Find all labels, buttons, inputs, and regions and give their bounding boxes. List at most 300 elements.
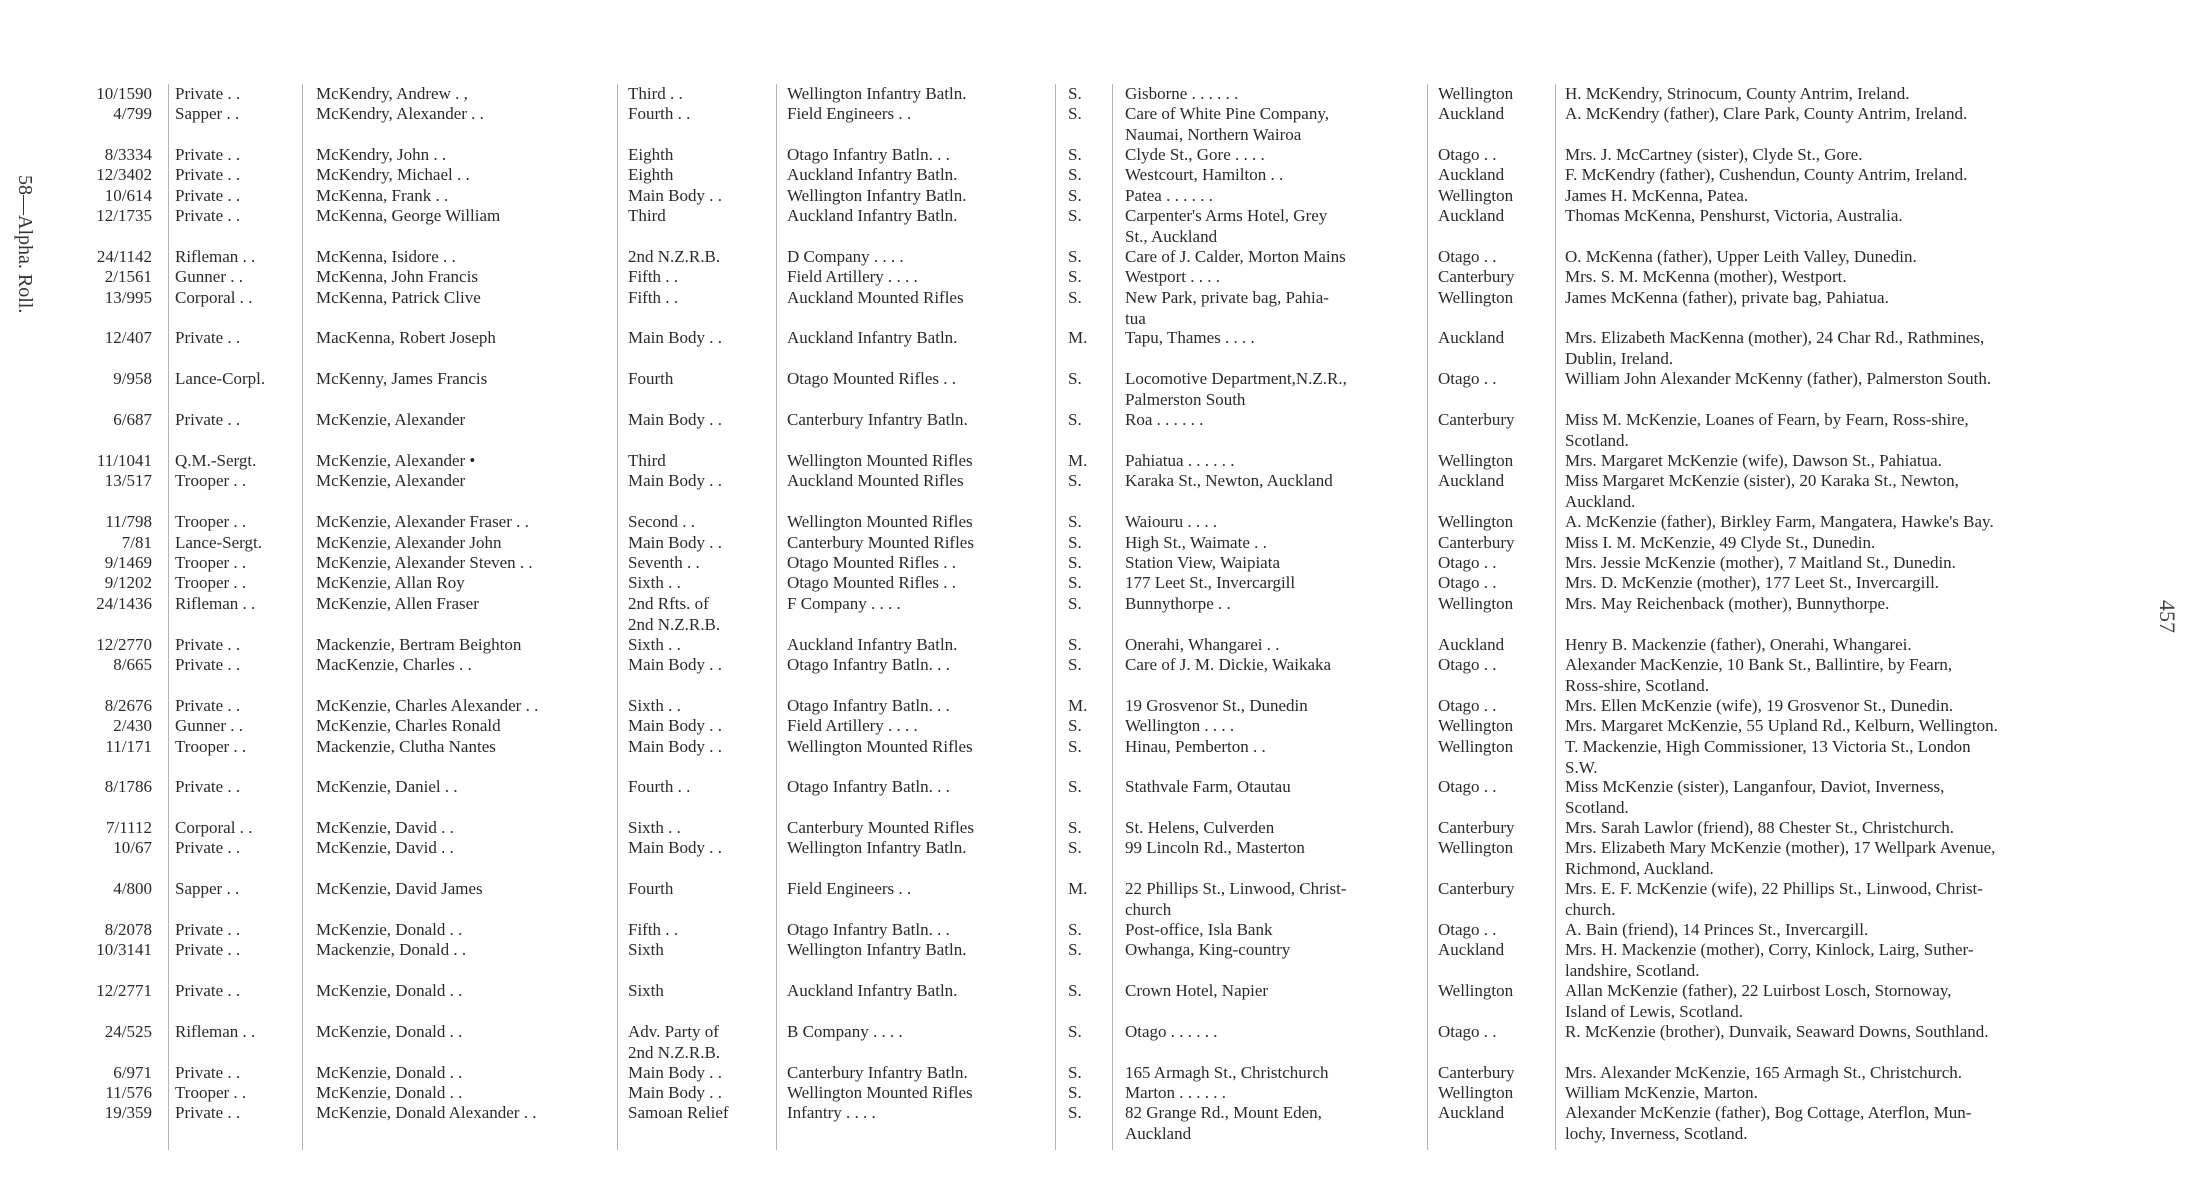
entry-continuation-line <box>0 1043 2205 1064</box>
roll-entry <box>0 533 2205 554</box>
last-address: church <box>1125 899 1172 919</box>
rank: Private . . <box>175 165 241 184</box>
next-of-kin: Henry B. Mackenzie (father), Onerahi, Whangarei. <box>1565 635 1912 654</box>
marital-status: S. <box>1068 1083 1082 1102</box>
soldier-name: McKenzie, Alexander Steven . . <box>316 553 533 572</box>
roll-entry <box>0 777 2205 818</box>
entry-continuation-line <box>0 859 2205 880</box>
district: Canterbury <box>1438 818 1515 837</box>
roll-entry <box>0 84 2205 105</box>
unit: Canterbury Infantry Batln. <box>787 410 968 429</box>
next-of-kin: Mrs. Elizabeth MacKenna (mother), 24 Char Rd., Rathmines, <box>1565 328 1985 347</box>
district: Auckland <box>1438 940 1505 959</box>
next-of-kin: Scotland. <box>1565 797 1629 817</box>
last-address: tua <box>1125 308 1146 328</box>
draft: Sixth <box>628 981 664 1000</box>
next-of-kin: Thomas McKenna, Penshurst, Victoria, Australia. <box>1565 206 1903 225</box>
next-of-kin: Island of Lewis, Scotland. <box>1565 1001 1743 1021</box>
draft: Sixth . . <box>628 818 681 837</box>
entry-continuation-line <box>0 758 2205 779</box>
regimental-number: 8/3334 <box>104 145 152 164</box>
last-address: Westport . . . . <box>1125 267 1220 286</box>
next-of-kin: Miss McKenzie (sister), Langanfour, Daviot, Inverness, <box>1565 777 1945 796</box>
rank: Trooper . . <box>175 553 247 572</box>
next-of-kin: Mrs. May Reichenback (mother), Bunnythorpe. <box>1565 594 1890 613</box>
soldier-name: McKenzie, Donald . . <box>316 920 463 939</box>
marital-status: S. <box>1068 533 1082 552</box>
next-of-kin: T. Mackenzie, High Commissioner, 13 Victoria St., London <box>1565 737 1971 756</box>
regimental-number: 11/1041 <box>96 451 152 470</box>
regimental-number: 8/1786 <box>104 777 152 796</box>
marital-status: S. <box>1068 594 1082 613</box>
next-of-kin: Mrs. S. M. McKenna (mother), Westport. <box>1565 267 1847 286</box>
district: Auckland <box>1438 206 1505 225</box>
regimental-number: 7/1112 <box>106 818 152 837</box>
roll-entry <box>0 451 2205 472</box>
district: Otago . . <box>1438 777 1497 796</box>
unit: Auckland Infantry Batln. <box>787 206 958 225</box>
unit: Auckland Mounted Rifles <box>787 471 964 490</box>
entry-line <box>0 328 2205 349</box>
regimental-number: 4/800 <box>113 879 152 898</box>
next-of-kin: F. McKendry (father), Cushendun, County Antrim, Ireland. <box>1565 165 1968 184</box>
regimental-number: 24/1436 <box>96 594 152 613</box>
district: Canterbury <box>1438 1063 1515 1082</box>
draft: Main Body . . <box>628 716 722 735</box>
rank: Trooper . . <box>175 737 247 756</box>
entry-line <box>0 1103 2205 1124</box>
roll-entry <box>0 838 2205 879</box>
marital-status: S. <box>1068 940 1082 959</box>
regimental-number: 10/3141 <box>96 940 152 959</box>
entry-line <box>0 186 2205 207</box>
entry-line <box>0 981 2205 1002</box>
draft: Eighth <box>628 165 674 184</box>
rank: Private . . <box>175 145 241 164</box>
last-address: Marton . . . . . . <box>1125 1083 1227 1102</box>
regimental-number: 19/359 <box>104 1103 152 1122</box>
next-of-kin: James H. McKenna, Patea. <box>1565 186 1749 205</box>
soldier-name: McKenzie, Donald . . <box>316 1022 463 1041</box>
draft: 2nd N.Z.R.B. <box>628 247 721 266</box>
soldier-name: McKenny, James Francis <box>316 369 488 388</box>
soldier-name: McKendry, Andrew . , <box>316 84 468 103</box>
marital-status: S. <box>1068 838 1082 857</box>
roll-entry <box>0 716 2205 737</box>
entry-line <box>0 410 2205 431</box>
soldier-name: McKenzie, Alexander <box>316 410 466 429</box>
entry-line <box>0 1063 2205 1084</box>
draft: Main Body . . <box>628 533 722 552</box>
rank: Private . . <box>175 696 241 715</box>
draft: Third <box>628 206 666 225</box>
district: Wellington <box>1438 716 1514 735</box>
district: Wellington <box>1438 512 1514 531</box>
next-of-kin: H. McKendry, Strinocum, County Antrim, Ireland. <box>1565 84 1910 103</box>
last-address: 22 Phillips St., Linwood, Christ- <box>1125 879 1347 898</box>
unit: Canterbury Infantry Batln. <box>787 1063 968 1082</box>
next-of-kin: R. McKenzie (brother), Dunvaik, Seaward Downs, Southland. <box>1565 1022 1989 1041</box>
roll-entry <box>0 981 2205 1022</box>
district: Auckland <box>1438 471 1505 490</box>
last-address: High St., Waimate . . <box>1125 533 1267 552</box>
marital-status: S. <box>1068 553 1082 572</box>
next-of-kin: Mrs. E. F. McKenzie (wife), 22 Phillips St., Linwood, Christ- <box>1565 879 1983 898</box>
draft: Main Body . . <box>628 328 722 347</box>
next-of-kin: Dublin, Ireland. <box>1565 348 1674 368</box>
soldier-name: McKendry, Alexander . . <box>316 104 484 123</box>
roll-entry <box>0 635 2205 656</box>
marital-status: S. <box>1068 1103 1082 1122</box>
roll-entry <box>0 186 2205 207</box>
last-address: Locomotive Department,N.Z.R., <box>1125 369 1347 388</box>
unit: Otago Mounted Rifles . . <box>787 369 957 388</box>
entry-line <box>0 512 2205 533</box>
page-number: 457 <box>2155 600 2180 633</box>
entry-line <box>0 267 2205 288</box>
rank: Private . . <box>175 920 241 939</box>
regimental-number: 9/958 <box>113 369 152 388</box>
soldier-name: McKenzie, Charles Ronald <box>316 716 501 735</box>
entry-line <box>0 879 2205 900</box>
entry-line <box>0 940 2205 961</box>
rank: Gunner . . <box>175 716 243 735</box>
last-address: Clyde St., Gore . . . . <box>1125 145 1265 164</box>
entry-line <box>0 451 2205 472</box>
soldier-name: McKenzie, Donald . . <box>316 981 463 1000</box>
marital-status: S. <box>1068 818 1082 837</box>
soldier-name: McKendry, Michael . . <box>316 165 470 184</box>
last-address: Owhanga, King-country <box>1125 940 1291 959</box>
marital-status: S. <box>1068 145 1082 164</box>
draft: Main Body . . <box>628 737 722 756</box>
marital-status: S. <box>1068 920 1082 939</box>
soldier-name: McKenna, Patrick Clive <box>316 288 481 307</box>
regimental-number: 6/687 <box>113 410 152 429</box>
entry-continuation-line <box>0 798 2205 819</box>
last-address: Care of J. Calder, Morton Mains <box>1125 247 1346 266</box>
last-address: Tapu, Thames . . . . <box>1125 328 1255 347</box>
soldier-name: McKenzie, Donald . . <box>316 1083 463 1102</box>
draft: Fourth . . <box>628 777 691 796</box>
regimental-number: 9/1469 <box>104 553 152 572</box>
unit: Auckland Mounted Rifles <box>787 288 964 307</box>
last-address: 165 Armagh St., Christchurch <box>1125 1063 1329 1082</box>
marital-status: M. <box>1068 328 1088 347</box>
draft: Third <box>628 451 666 470</box>
district: Canterbury <box>1438 267 1515 286</box>
soldier-name: McKenna, John Francis <box>316 267 478 286</box>
unit: Canterbury Mounted Rifles <box>787 533 974 552</box>
district: Wellington <box>1438 1083 1514 1102</box>
soldier-name: Mackenzie, Clutha Nantes <box>316 737 496 756</box>
regimental-number: 4/799 <box>113 104 152 123</box>
marital-status: S. <box>1068 471 1082 490</box>
marital-status: S. <box>1068 777 1082 796</box>
unit: Auckland Infantry Batln. <box>787 165 958 184</box>
soldier-name: MacKenzie, Charles . . <box>316 655 472 674</box>
rank: Q.M.-Sergt. <box>175 451 257 470</box>
entry-continuation-line <box>0 390 2205 411</box>
draft: Fifth . . <box>628 288 679 307</box>
regimental-number: 10/1590 <box>96 84 152 103</box>
entry-continuation-line <box>0 961 2205 982</box>
unit: Otago Infantry Batln. . . <box>787 777 950 796</box>
last-address: Roa . . . . . . <box>1125 410 1204 429</box>
draft: Main Body . . <box>628 655 722 674</box>
draft: Fourth . . <box>628 104 691 123</box>
entry-line <box>0 655 2205 676</box>
entry-continuation-line <box>0 431 2205 452</box>
draft: Eighth <box>628 145 674 164</box>
last-address: Care of J. M. Dickie, Waikaka <box>1125 655 1332 674</box>
draft: Fifth . . <box>628 920 679 939</box>
district: Auckland <box>1438 328 1505 347</box>
entry-line <box>0 288 2205 309</box>
unit: B Company . . . . <box>787 1022 903 1041</box>
marital-status: S. <box>1068 512 1082 531</box>
roll-entry <box>0 328 2205 369</box>
marital-status: S. <box>1068 737 1082 756</box>
last-address: Gisborne . . . . . . <box>1125 84 1239 103</box>
marital-status: M. <box>1068 451 1088 470</box>
roll-entry <box>0 1103 2205 1144</box>
roll-entry <box>0 288 2205 329</box>
entry-line <box>0 553 2205 574</box>
roll-entry <box>0 737 2205 778</box>
regimental-number: 12/2770 <box>96 635 152 654</box>
next-of-kin: William John Alexander McKenny (father), Palmerston South. <box>1565 369 1992 388</box>
draft: Main Body . . <box>628 186 722 205</box>
next-of-kin: Miss M. McKenzie, Loanes of Fearn, by Fearn, Ross-shire, <box>1565 410 1969 429</box>
regimental-number: 24/1142 <box>96 247 152 266</box>
draft: Second . . <box>628 512 696 531</box>
unit: Wellington Infantry Batln. <box>787 940 967 959</box>
marital-status: S. <box>1068 410 1082 429</box>
marital-status: S. <box>1068 655 1082 674</box>
soldier-name: McKenzie, Alexander • <box>316 451 476 470</box>
draft: Sixth . . <box>628 696 681 715</box>
regimental-number: 8/665 <box>113 655 152 674</box>
last-address: Care of White Pine Company, <box>1125 104 1329 123</box>
rank: Private . . <box>175 206 241 225</box>
next-of-kin: lochy, Inverness, Scotland. <box>1565 1123 1748 1143</box>
next-of-kin: Mrs. H. Mackenzie (mother), Corry, Kinlock, Lairg, Suther- <box>1565 940 1974 959</box>
next-of-kin: Ross-shire, Scotland. <box>1565 675 1710 695</box>
next-of-kin: Mrs. D. McKenzie (mother), 177 Leet St., Invercargill. <box>1565 573 1940 592</box>
unit: Infantry . . . . <box>787 1103 876 1122</box>
next-of-kin: Mrs. Jessie McKenzie (mother), 7 Maitland St., Dunedin. <box>1565 553 1956 572</box>
unit: Wellington Mounted Rifles <box>787 451 973 470</box>
district: Otago . . <box>1438 145 1497 164</box>
district: Otago . . <box>1438 920 1497 939</box>
entry-line <box>0 635 2205 656</box>
district: Otago . . <box>1438 573 1497 592</box>
soldier-name: McKenzie, Allan Roy <box>316 573 465 592</box>
draft: Fourth <box>628 369 674 388</box>
regimental-number: 10/614 <box>104 186 152 205</box>
district: Auckland <box>1438 165 1505 184</box>
regimental-number: 13/517 <box>104 471 152 490</box>
roll-entry <box>0 1083 2205 1104</box>
rank: Rifleman . . <box>175 1022 256 1041</box>
rank: Sapper . . <box>175 104 240 123</box>
next-of-kin: A. McKendry (father), Clare Park, County Antrim, Ireland. <box>1565 104 1968 123</box>
next-of-kin: A. Bain (friend), 14 Princes St., Invercargill. <box>1565 920 1869 939</box>
rank: Private . . <box>175 635 241 654</box>
entry-continuation-line <box>0 125 2205 146</box>
marital-status: S. <box>1068 288 1082 307</box>
next-of-kin: Richmond, Auckland. <box>1565 858 1714 878</box>
district: Wellington <box>1438 594 1514 613</box>
soldier-name: McKenna, George William <box>316 206 501 225</box>
draft: 2nd N.Z.R.B. <box>628 1042 721 1062</box>
entry-line <box>0 818 2205 839</box>
draft: Sixth . . <box>628 573 681 592</box>
entry-continuation-line <box>0 492 2205 513</box>
next-of-kin: Miss Margaret McKenzie (sister), 20 Karaka St., Newton, <box>1565 471 1959 490</box>
unit: Wellington Infantry Batln. <box>787 186 967 205</box>
unit: Wellington Mounted Rifles <box>787 737 973 756</box>
soldier-name: McKenzie, David James <box>316 879 483 898</box>
marital-status: S. <box>1068 369 1082 388</box>
rank: Rifleman . . <box>175 594 256 613</box>
next-of-kin: Scotland. <box>1565 430 1629 450</box>
rank: Private . . <box>175 1063 241 1082</box>
roll-entry <box>0 267 2205 288</box>
last-address: Hinau, Pemberton . . <box>1125 737 1266 756</box>
roll-entry <box>0 471 2205 512</box>
rank: Private . . <box>175 838 241 857</box>
soldier-name: McKenzie, Daniel . . <box>316 777 458 796</box>
roll-entry <box>0 206 2205 247</box>
draft: 2nd Rfts. of <box>628 594 709 613</box>
entry-line <box>0 533 2205 554</box>
regimental-number: 24/525 <box>104 1022 152 1041</box>
unit: Wellington Infantry Batln. <box>787 84 967 103</box>
entry-line <box>0 737 2205 758</box>
district: Canterbury <box>1438 879 1515 898</box>
unit: Field Artillery . . . . <box>787 267 918 286</box>
marital-status: S. <box>1068 573 1082 592</box>
side-running-head: 58—Alpha. Roll. <box>14 175 36 314</box>
regimental-number: 11/798 <box>105 512 152 531</box>
roll-entry <box>0 1063 2205 1084</box>
last-address: 177 Leet St., Invercargill <box>1125 573 1296 592</box>
entry-continuation-line <box>0 1124 2205 1145</box>
draft: Samoan Relief <box>628 1103 729 1122</box>
district: Otago . . <box>1438 369 1497 388</box>
roll-entry <box>0 573 2205 594</box>
district: Otago . . <box>1438 553 1497 572</box>
unit: Wellington Infantry Batln. <box>787 838 967 857</box>
unit: Otago Infantry Batln. . . <box>787 145 950 164</box>
entry-line <box>0 104 2205 125</box>
roll-entry <box>0 247 2205 268</box>
unit: Auckland Infantry Batln. <box>787 981 958 1000</box>
district: Wellington <box>1438 288 1514 307</box>
regimental-number: 6/971 <box>113 1063 152 1082</box>
last-address: Station View, Waipiata <box>1125 553 1280 572</box>
regimental-number: 12/2771 <box>96 981 152 1000</box>
unit: Otago Mounted Rifles . . <box>787 553 957 572</box>
rank: Private . . <box>175 777 241 796</box>
draft: Adv. Party of <box>628 1022 719 1041</box>
roll-entry <box>0 369 2205 410</box>
roll-entry <box>0 594 2205 635</box>
unit: F Company . . . . <box>787 594 901 613</box>
marital-status: S. <box>1068 1022 1082 1041</box>
rank: Private . . <box>175 940 241 959</box>
entry-continuation-line <box>0 1002 2205 1023</box>
last-address: Bunnythorpe . . <box>1125 594 1231 613</box>
district: Auckland <box>1438 635 1505 654</box>
soldier-name: McKenzie, Alexander <box>316 471 466 490</box>
district: Otago . . <box>1438 247 1497 266</box>
marital-status: S. <box>1068 635 1082 654</box>
entry-line <box>0 594 2205 615</box>
entry-continuation-line <box>0 309 2205 330</box>
regimental-number: 8/2676 <box>104 696 152 715</box>
marital-status: S. <box>1068 186 1082 205</box>
district: Auckland <box>1438 104 1505 123</box>
next-of-kin: Mrs. Ellen McKenzie (wife), 19 Grosvenor St., Dunedin. <box>1565 696 1954 715</box>
soldier-name: McKenna, Frank . . <box>316 186 449 205</box>
rank: Trooper . . <box>175 573 247 592</box>
entry-continuation-line <box>0 227 2205 248</box>
unit: Otago Infantry Batln. . . <box>787 920 950 939</box>
entry-continuation-line <box>0 615 2205 636</box>
district: Wellington <box>1438 838 1514 857</box>
unit: Wellington Mounted Rifles <box>787 1083 973 1102</box>
entry-continuation-line <box>0 900 2205 921</box>
marital-status: M. <box>1068 696 1088 715</box>
roll-entry <box>0 104 2205 145</box>
district: Auckland <box>1438 1103 1505 1122</box>
soldier-name: McKenzie, Donald Alexander . . <box>316 1103 537 1122</box>
district: Otago . . <box>1438 655 1497 674</box>
regimental-number: 7/81 <box>121 533 152 552</box>
entry-line <box>0 84 2205 105</box>
marital-status: S. <box>1068 981 1082 1000</box>
next-of-kin: William McKenzie, Marton. <box>1565 1083 1758 1102</box>
regimental-number: 12/1735 <box>96 206 152 225</box>
rank: Private . . <box>175 655 241 674</box>
roll-entry <box>0 553 2205 574</box>
draft: Fifth . . <box>628 267 679 286</box>
last-address: Onerahi, Whangarei . . <box>1125 635 1280 654</box>
next-of-kin: O. McKenna (father), Upper Leith Valley, Dunedin. <box>1565 247 1917 266</box>
soldier-name: McKenna, Isidore . . <box>316 247 456 266</box>
entry-line <box>0 145 2205 166</box>
soldier-name: MacKenna, Robert Joseph <box>316 328 496 347</box>
rank: Rifleman . . <box>175 247 256 266</box>
rank: Private . . <box>175 410 241 429</box>
entry-line <box>0 165 2205 186</box>
last-address: Crown Hotel, Napier <box>1125 981 1269 1000</box>
next-of-kin: Mrs. J. McCartney (sister), Clyde St., Gore. <box>1565 145 1863 164</box>
soldier-name: McKenzie, Allen Fraser <box>316 594 479 613</box>
rank: Lance-Corpl. <box>175 369 266 388</box>
unit: Otago Infantry Batln. . . <box>787 696 950 715</box>
roll-entry <box>0 410 2205 451</box>
rank: Lance-Sergt. <box>175 533 263 552</box>
next-of-kin: Allan McKenzie (father), 22 Luirbost Losch, Stornoway, <box>1565 981 1952 1000</box>
last-address: Waiouru . . . . <box>1125 512 1218 531</box>
regimental-number: 9/1202 <box>104 573 152 592</box>
last-address: Naumai, Northern Wairoa <box>1125 124 1302 144</box>
rank: Trooper . . <box>175 1083 247 1102</box>
